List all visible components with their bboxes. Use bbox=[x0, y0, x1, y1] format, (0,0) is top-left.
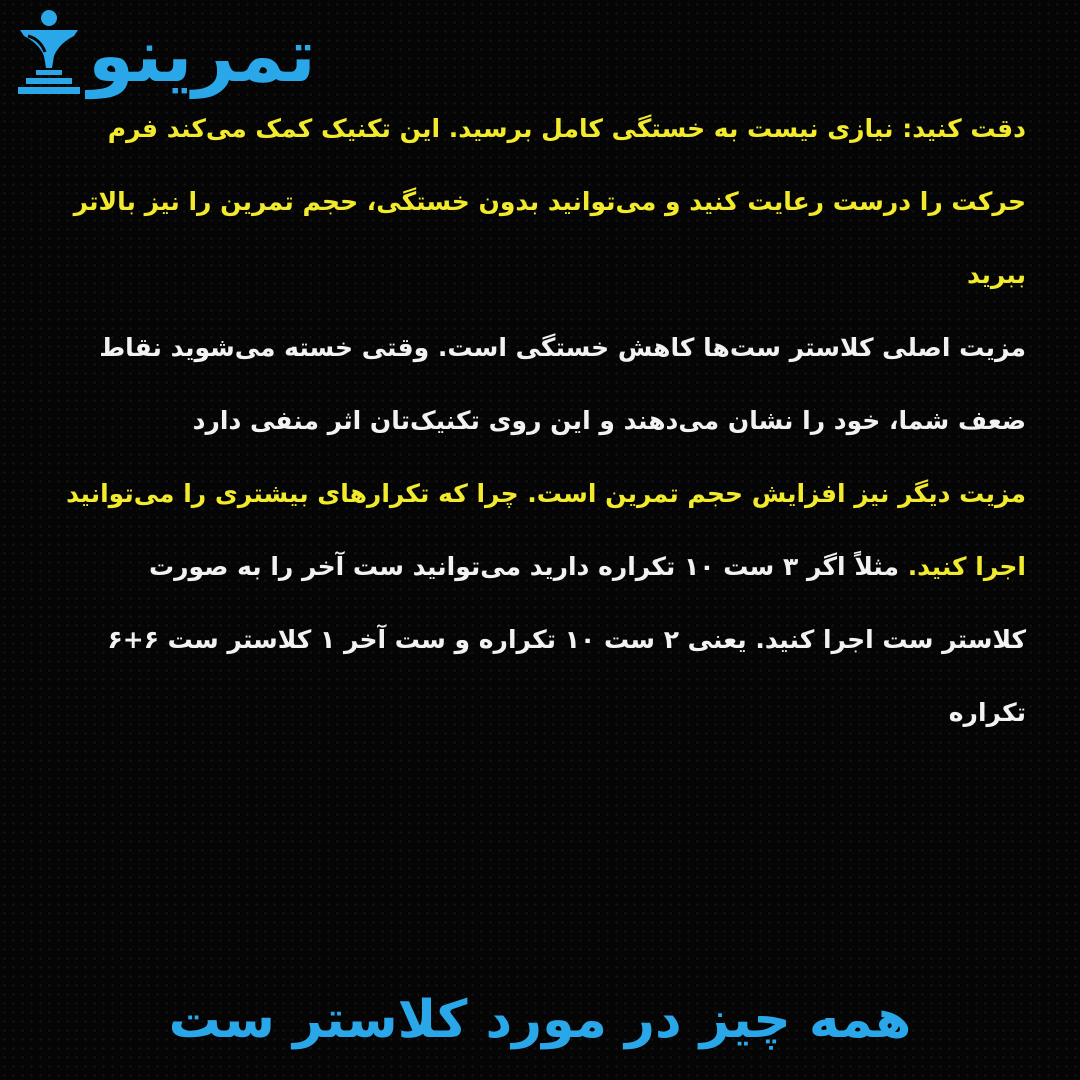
paragraph-2-text: مزیت اصلی کلاستر ست‌ها کاهش خستگی است. وقتی خسته می‌شوید نقاط ضعف شما، خود را نشان می‌دهند و این روی تکنیک‌تان اثر منفی دارد bbox=[99, 333, 1026, 435]
paragraph-1 bbox=[60, 92, 1026, 311]
brand-logo bbox=[14, 6, 316, 98]
paragraph-1-text: دقت کنید: نیازی نیست به خستگی کامل برسید. این تکنیک کمک می‌کند فرم حرکت را درست رعایت کنید و می‌توانید بدون خستگی، حجم تمرین را نیز بالاتر ببرید bbox=[73, 114, 1026, 289]
paragraph-3-highlight: مزیت دیگر نیز افزایش حجم تمرین است. چرا که تکرارهای بیشتری را می‌توانید اجرا کنید. bbox=[66, 479, 1026, 581]
brand-name: تمرینو bbox=[88, 13, 316, 99]
paragraph-3 bbox=[60, 457, 1026, 749]
trophy-icon bbox=[14, 6, 84, 98]
paragraph-3-text: مثلاً اگر ۳ ست ۱۰ تکراره دارید می‌توانید ست آخر را به صورت کلاستر ست اجرا کنید. یعنی ۲ ست ۱۰ تکراره و ست آخر ۱ کلاستر ست ۶+۶ تکراره bbox=[107, 552, 1026, 727]
article-body bbox=[60, 92, 1026, 749]
paragraph-2 bbox=[60, 311, 1026, 457]
footer-caption: همه چیز در مورد کلاستر ست bbox=[168, 990, 912, 1050]
